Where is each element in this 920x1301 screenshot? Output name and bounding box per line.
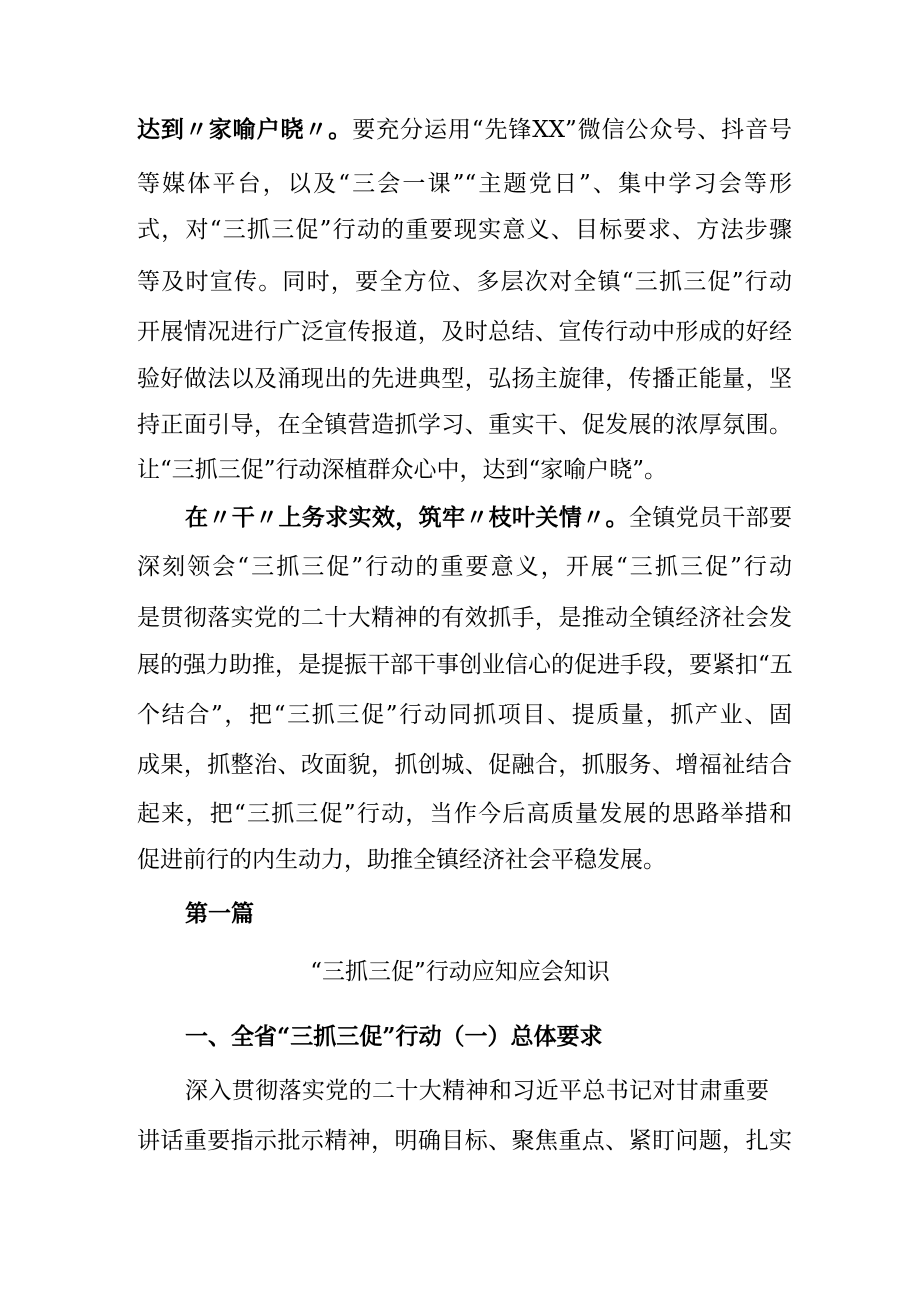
paragraph2-line-7: 起来，把“三抓三促”行动，当作今后高质量发展的思路举措和 xyxy=(137,801,792,827)
section-heading: 一、全省“三抓三促”行动（一）总体要求 xyxy=(185,1023,603,1050)
paragraph3-line-1: 深入贯彻落实党的二十大精神和习近平总书记对甘肃重要 xyxy=(185,1078,769,1104)
paragraph2-line-5: 个结合”，把“三抓三促”行动同抓项目、提质量，抓产业、固 xyxy=(137,702,792,728)
paragraph1-line-2: 等媒体平台，以及“三会一课”“主题党日”、集中学习会等形 xyxy=(137,171,792,197)
paragraph2-line-4: 展的强力助推，是提振干部干事创业信心的促进手段，要紧扣“五 xyxy=(137,652,793,678)
paragraph1-line-7: 持正面引导，在全镇营造抓学习、重实干、促发展的浓厚氛围。 xyxy=(137,412,792,438)
part-label: 第一篇 xyxy=(185,900,254,927)
paragraph2-line-1-text: 全镇党员干部要 xyxy=(628,505,793,531)
paragraph1-line-1-text: 要充分运用“先锋XX”微信公众号、抖音号 xyxy=(352,117,793,143)
paragraph1-line-3: 式，对“三抓三促”行动的重要现实意义、目标要求、方法步骤 xyxy=(137,217,792,243)
paragraph2-line-8: 促进前行的内生动力，助推全镇经济社会平稳发展。 xyxy=(137,847,666,873)
paragraph2-line-2: 深刻领会“三抓三促”行动的重要意义，开展“三抓三促”行动 xyxy=(137,554,792,580)
paragraph3-line-2: 讲话重要指示批示精神，明确目标、聚焦重点、紧盯问题，扎实 xyxy=(137,1128,792,1154)
paragraph2-line-3: 是贯彻落实党的二十大精神的有效抓手，是推动全镇经济社会发 xyxy=(137,605,792,631)
paragraph1-lead: 达到〃家喻户晓〃。 xyxy=(137,116,353,143)
paragraph2-lead: 在〃干〃上务求实效，筑牢〃枝叶关情〃。 xyxy=(185,504,629,531)
paragraph1-line-8: 让“三抓三促”行动深植群众心中，达到“家喻户晓”。 xyxy=(137,457,668,483)
paragraph1-line-1 xyxy=(137,110,792,150)
paragraph2-line-1 xyxy=(185,498,792,538)
part-title: “三抓三促”行动应知应会知识 xyxy=(310,959,610,985)
paragraph2-line-6: 成果，抓整治、改面貌，抓创城、促融合，抓服务、增福祉结合 xyxy=(137,752,792,778)
paragraph1-line-5: 开展情况进行广泛宣传报道，及时总结、宣传行动中形成的好经 xyxy=(137,319,792,345)
paragraph1-line-6: 验好做法以及涌现出的先进典型，弘扬主旋律，传播正能量，坚 xyxy=(137,366,792,392)
paragraph1-line-4: 等及时宣传。同时，要全方位、多层次对全镇“三抓三促”行动 xyxy=(137,269,792,295)
